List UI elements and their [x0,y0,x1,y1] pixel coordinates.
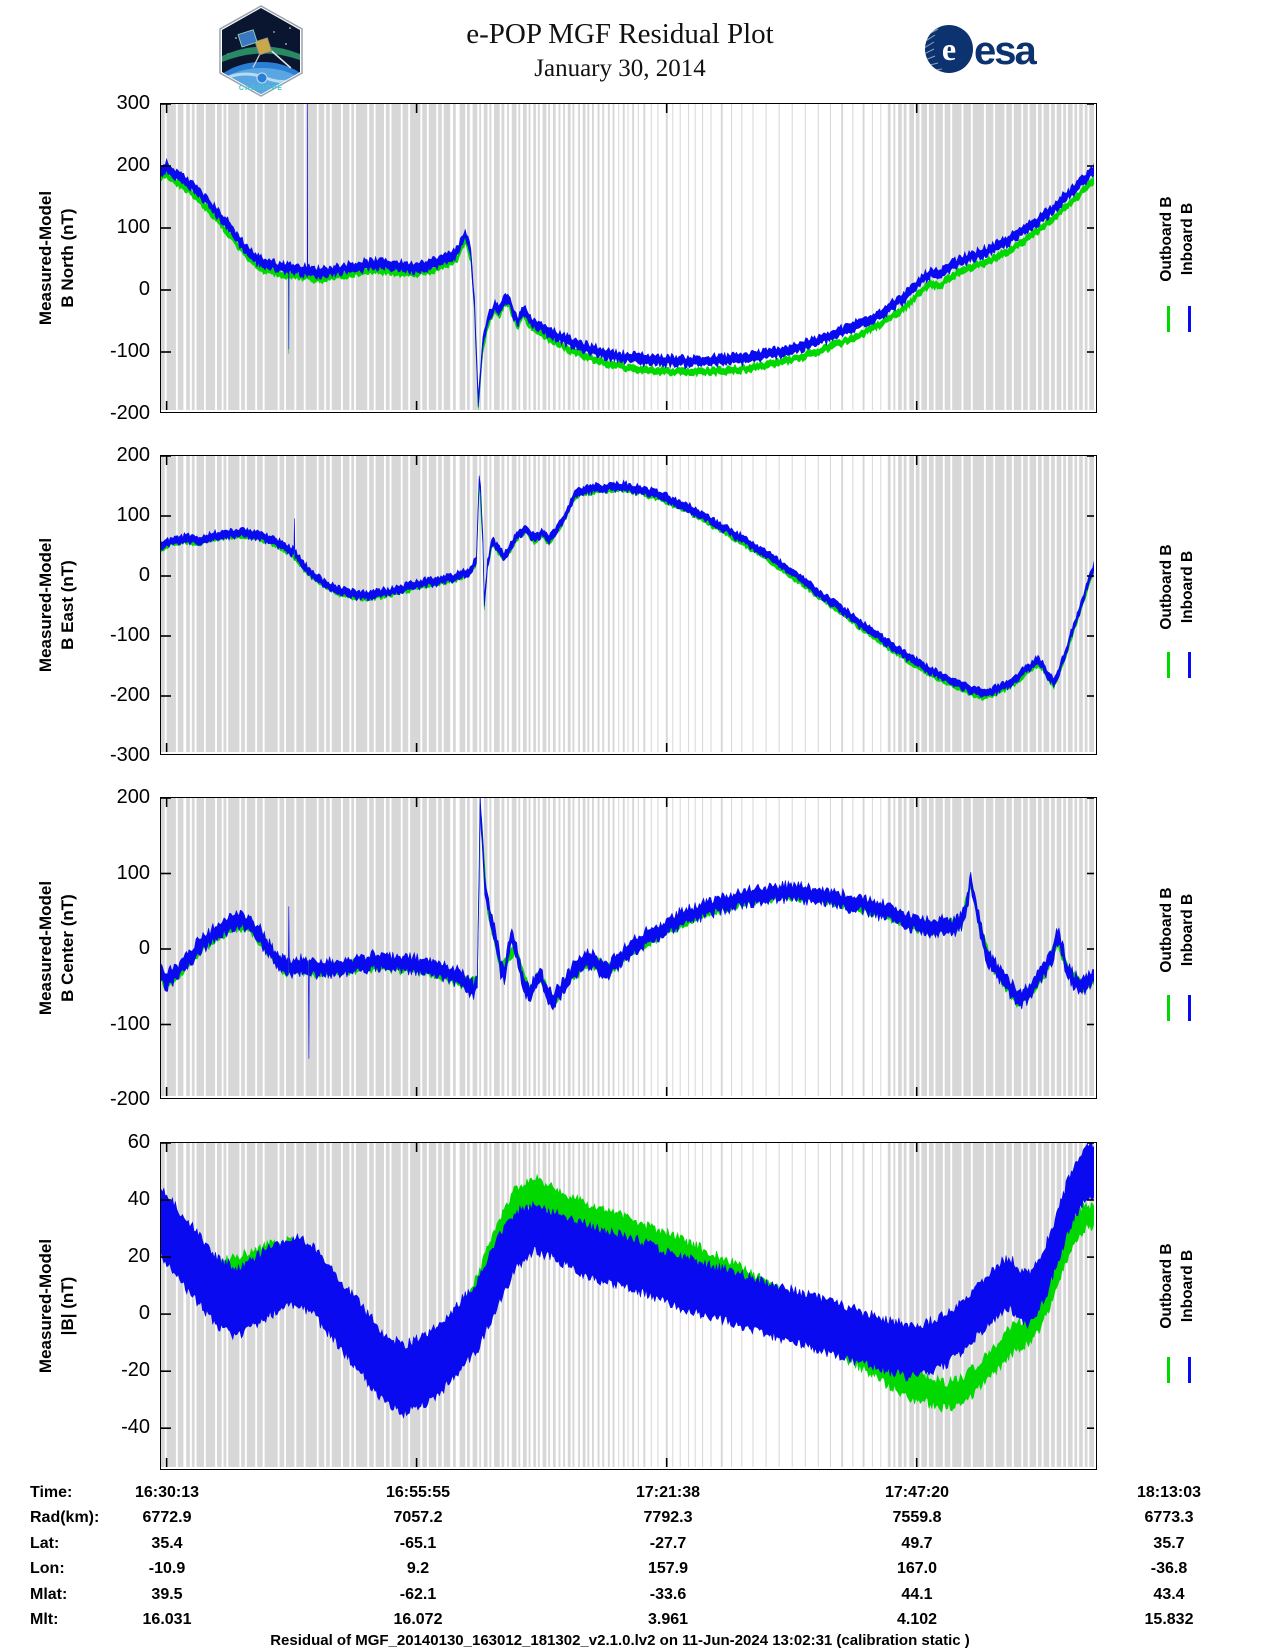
plot-canvas-3 [161,798,1094,1096]
legend-label-outboard-b: Outboard B [1158,887,1175,973]
ytick-label: -300 [109,744,150,766]
esa-logo [922,20,1047,78]
ytick-label: 200 [116,444,150,466]
ytick-label: 0 [138,564,150,586]
info-value: 6773.3 [1144,1509,1194,1526]
info-row-label-time: Time: [30,1484,73,1501]
plot-panel-2 [160,455,1097,755]
info-value: -10.9 [148,1560,186,1577]
legend-mark-inboard-b [1188,995,1191,1021]
info-value: 7559.8 [892,1509,942,1526]
ytick-label: -200 [109,1088,150,1110]
plot-canvas-1 [161,104,1094,410]
ytick-label: 100 [116,862,150,884]
ytick-label: 0 [138,1302,150,1324]
patch-cassiope-text: CASSIOPE [238,85,284,92]
legend-label-outboard-b: Outboard B [1158,196,1175,282]
info-value: 4.102 [896,1611,938,1628]
info-value: 16:55:55 [385,1484,451,1501]
y-axis-label-panel-3: Measured-Model B Center (nT) [36,880,77,1016]
info-value: 16.031 [142,1611,192,1628]
ytick-label: 100 [116,504,150,526]
info-value: 157.9 [647,1560,689,1577]
info-row-label-mlat: Mlat: [30,1586,68,1603]
info-value: 167.0 [896,1560,938,1577]
legend-mark-outboard-b [1167,306,1170,332]
info-value: 18:13:03 [1136,1484,1202,1501]
legend-mark-outboard-b [1167,995,1170,1021]
info-value: 6772.9 [142,1509,192,1526]
ytick-label: 20 [127,1245,150,1267]
ytick-label: -40 [121,1416,150,1438]
info-value: 17:21:38 [635,1484,701,1501]
ytick-label: -100 [109,624,150,646]
info-value: -27.7 [649,1535,687,1552]
info-value: -65.1 [399,1535,437,1552]
legend-label-inboard-b: Inboard B [1179,202,1196,276]
esa-logo-text: esa [974,29,1035,73]
plot-panel-4 [160,1142,1097,1470]
legend-label-outboard-b: Outboard B [1158,1243,1175,1329]
info-value: 35.4 [151,1535,183,1552]
info-value: 16:30:13 [134,1484,200,1501]
ytick-label: 200 [116,154,150,176]
plot-panel-1 [160,103,1097,413]
ytick-label: 0 [138,278,150,300]
info-row-label-mlt: Mlt: [30,1611,59,1628]
ytick-label: 40 [127,1188,150,1210]
y-axis-label-panel-1: Measured-Model B North (nT) [36,190,77,326]
ytick-label: 200 [116,786,150,808]
info-value: 17:47:20 [884,1484,950,1501]
footer-residual-info: Residual of MGF_20140130_163012_181302_v2.1.0.lv2 on 11-Jun-2024 13:02:31 (calibration static ) [270,1632,970,1649]
info-value: 7057.2 [393,1509,443,1526]
info-value: 9.2 [406,1560,430,1577]
page-date: January 30, 2014 [534,55,706,82]
ytick-label: -200 [109,402,150,424]
info-value: 35.7 [1153,1535,1185,1552]
legend-mark-outboard-b [1167,1357,1170,1383]
info-value: 39.5 [151,1586,183,1603]
info-row-label-radkm: Rad(km): [30,1509,100,1526]
ytick-label: -20 [121,1359,150,1381]
svg-text:e: e [941,31,957,67]
legend-mark-inboard-b [1188,652,1191,678]
info-row-label-lon: Lon: [30,1560,65,1577]
info-value: 3.961 [647,1611,689,1628]
legend-mark-inboard-b [1188,1357,1191,1383]
legend-label-inboard-b: Inboard B [1179,550,1196,624]
legend-mark-inboard-b [1188,306,1191,332]
ytick-label: 100 [116,216,150,238]
ytick-label: 300 [116,92,150,114]
legend-mark-outboard-b [1167,652,1170,678]
y-axis-label-panel-2: Measured-Model B East (nT) [36,537,77,673]
legend-label-inboard-b: Inboard B [1179,893,1196,967]
legend-label-outboard-b: Outboard B [1158,544,1175,630]
info-row-label-lat: Lat: [30,1535,60,1552]
info-value: 16.072 [393,1611,443,1628]
y-axis-label-panel-4: Measured-Model |B| (nT) [36,1238,77,1374]
plot-canvas-4 [161,1143,1094,1467]
plot-canvas-2 [161,456,1094,752]
info-value: 49.7 [901,1535,933,1552]
legend-label-inboard-b: Inboard B [1179,1249,1196,1323]
info-value: 43.4 [1153,1586,1185,1603]
ytick-label: -100 [109,340,150,362]
info-value: -33.6 [649,1586,687,1603]
plot-panel-3 [160,797,1097,1099]
info-value: 7792.3 [643,1509,693,1526]
info-value: 15.832 [1144,1611,1194,1628]
ytick-label: -200 [109,684,150,706]
info-value: -36.8 [1150,1560,1188,1577]
info-value: 44.1 [901,1586,933,1603]
ytick-label: -100 [109,1013,150,1035]
page-title: e-POP MGF Residual Plot [466,18,774,50]
ytick-label: 0 [138,937,150,959]
info-value: -62.1 [399,1586,437,1603]
ytick-label: 60 [127,1131,150,1153]
